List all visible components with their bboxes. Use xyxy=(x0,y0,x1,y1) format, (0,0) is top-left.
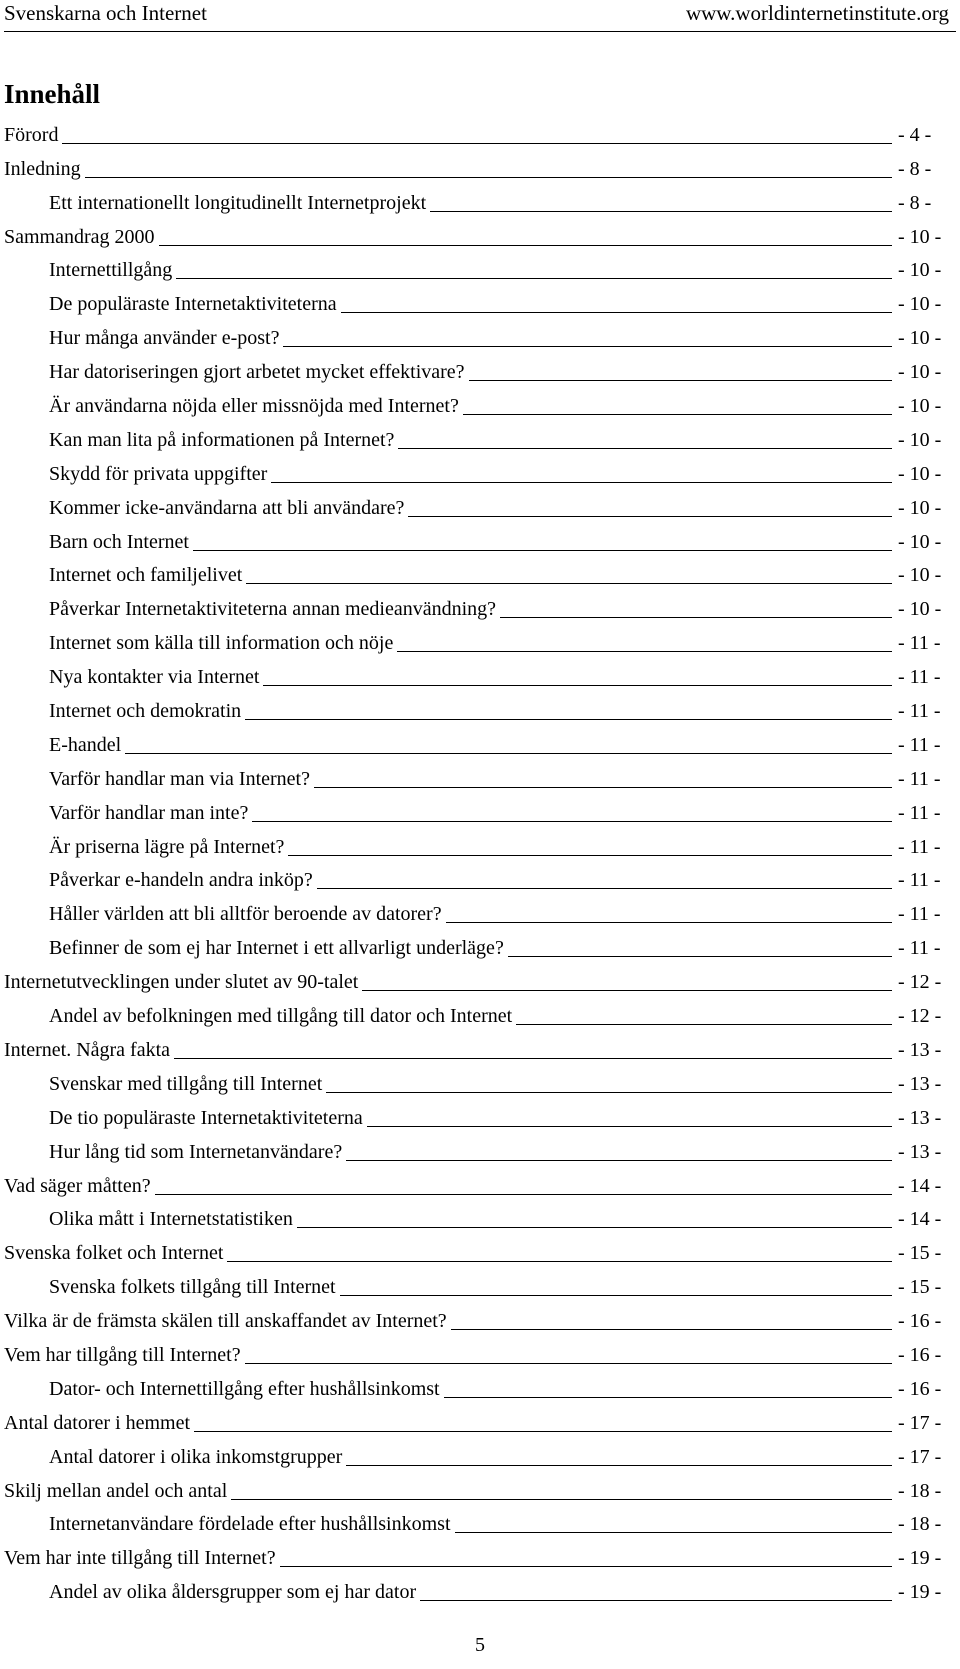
toc-leader-line xyxy=(155,1194,892,1195)
toc-entry[interactable] xyxy=(0,1405,960,1439)
toc-leader-line xyxy=(444,1397,892,1398)
toc-entry-label: Ett internationellt longitudinellt Internetprojekt xyxy=(49,191,427,214)
toc-entry-page: - 11 - xyxy=(898,903,941,926)
toc-leader-line xyxy=(500,617,892,618)
toc-entry[interactable] xyxy=(0,558,960,592)
toc-entry[interactable] xyxy=(0,761,960,795)
toc-entry-page: - 10 - xyxy=(898,259,942,282)
toc-entry-label: Internettillgång xyxy=(49,259,173,282)
toc-entry-label: Har datoriseringen gjort arbetet mycket effektivare? xyxy=(49,361,465,384)
toc-leader-line xyxy=(280,1566,892,1567)
toc-entry-page: - 16 - xyxy=(898,1343,942,1366)
toc-leader-line xyxy=(245,1363,892,1364)
toc-leader-line xyxy=(469,380,892,381)
toc-entry[interactable] xyxy=(0,591,960,625)
toc-entry[interactable] xyxy=(0,1473,960,1507)
toc-entry-page: - 11 - xyxy=(898,767,941,790)
toc-entry-label: Internet. Några fakta xyxy=(4,1038,171,1061)
toc-entry-page: - 4 - xyxy=(898,123,932,146)
toc-entry-page: - 10 - xyxy=(898,327,942,350)
toc-entry-page: - 8 - xyxy=(898,157,932,180)
toc-entry[interactable] xyxy=(0,1337,960,1371)
toc-leader-line xyxy=(194,1431,892,1432)
toc-entry[interactable] xyxy=(0,151,960,185)
toc-leader-line xyxy=(125,753,892,754)
toc-entry-page: - 16 - xyxy=(898,1310,942,1333)
toc-entry-label: Är priserna lägre på Internet? xyxy=(49,835,285,858)
toc-entry[interactable] xyxy=(0,422,960,456)
toc-entry-page: - 12 - xyxy=(898,971,942,994)
toc-entry[interactable] xyxy=(0,693,960,727)
toc-entry[interactable] xyxy=(0,795,960,829)
toc-entry[interactable] xyxy=(0,1134,960,1168)
toc-entry-page: - 13 - xyxy=(898,1140,942,1163)
toc-entry[interactable] xyxy=(0,1371,960,1405)
toc-entry-label: Dator- och Internettillgång efter hushållsinkomst xyxy=(49,1377,440,1400)
toc-entry-label: Internetanvändare fördelade efter hushållsinkomst xyxy=(49,1513,451,1536)
toc-entry-page: - 10 - xyxy=(898,293,942,316)
toc-leader-line xyxy=(297,1227,892,1228)
toc-leader-line xyxy=(451,1329,892,1330)
toc-entry[interactable] xyxy=(0,1507,960,1541)
toc-entry-page: - 15 - xyxy=(898,1242,942,1265)
toc-entry-label: Svenska folkets tillgång till Internet xyxy=(49,1276,336,1299)
toc-entry-label: Skydd för privata uppgifter xyxy=(49,462,268,485)
toc-entry-page: - 13 - xyxy=(898,1038,942,1061)
toc-entry-page: - 11 - xyxy=(898,937,941,960)
toc-leader-line xyxy=(85,177,892,178)
toc-entry-label: Kan man lita på informationen på Internet? xyxy=(49,428,395,451)
toc-entry-label: Sammandrag 2000 xyxy=(4,225,155,248)
toc-entry-label: Andel av olika åldersgrupper som ej har dator xyxy=(49,1581,417,1604)
toc-entry-label: Är användarna nöjda eller missnöjda med Internet? xyxy=(49,395,459,418)
header-document-title: Svenskarna och Internet xyxy=(4,1,207,25)
toc-entry-page: - 11 - xyxy=(898,801,941,824)
toc-leader-line xyxy=(463,414,892,415)
toc-entry-page: - 10 - xyxy=(898,598,942,621)
toc-entry[interactable] xyxy=(0,1540,960,1574)
toc-entry-page: - 19 - xyxy=(898,1581,942,1604)
toc-entry-page: - 10 - xyxy=(898,428,942,451)
toc-leader-line xyxy=(317,888,892,889)
toc-entry[interactable] xyxy=(0,219,960,253)
toc-leader-line xyxy=(430,211,892,212)
header-website-url: www.worldinternetinstitute.org xyxy=(685,1,949,25)
toc-entry[interactable] xyxy=(0,388,960,422)
toc-entry-page: - 10 - xyxy=(898,462,942,485)
toc-entry[interactable] xyxy=(0,896,960,930)
toc-leader-line xyxy=(397,651,892,652)
toc-entry-label: Skilj mellan andel och antal xyxy=(4,1479,228,1502)
toc-title: Innehåll xyxy=(4,79,101,109)
toc-entry[interactable] xyxy=(0,253,960,287)
toc-entry[interactable] xyxy=(0,185,960,219)
toc-entry[interactable] xyxy=(0,286,960,320)
toc-entry-label: Nya kontakter via Internet xyxy=(49,666,260,689)
toc-entry-label: Vem har tillgång till Internet? xyxy=(4,1343,241,1366)
toc-entry-page: - 10 - xyxy=(898,395,942,418)
toc-entry-label: Olika mått i Internetstatistiken xyxy=(49,1208,293,1231)
toc-entry-label: Vad säger måtten? xyxy=(4,1174,151,1197)
toc-leader-line xyxy=(283,346,892,347)
toc-entry-label: Påverkar Internetaktiviteterna annan medieanvändning? xyxy=(49,598,497,621)
toc-leader-line xyxy=(362,990,892,991)
toc-entry-page: - 11 - xyxy=(898,733,941,756)
toc-entry[interactable] xyxy=(0,625,960,659)
toc-leader-line xyxy=(446,922,892,923)
toc-entry[interactable] xyxy=(0,1066,960,1100)
toc-entry[interactable] xyxy=(0,1269,960,1303)
toc-entry-page: - 10 - xyxy=(898,564,942,587)
toc-entry-page: - 11 - xyxy=(898,666,941,689)
toc-entry[interactable] xyxy=(0,1235,960,1269)
toc-entry-page: - 14 - xyxy=(898,1208,942,1231)
toc-leader-line xyxy=(227,1261,892,1262)
toc-leader-line xyxy=(159,245,892,246)
toc-entry-label: Andel av befolkningen med tillgång till dator och Internet xyxy=(49,1005,513,1028)
toc-entry-label: Svenska folket och Internet xyxy=(4,1242,224,1265)
toc-entry[interactable] xyxy=(0,964,960,998)
toc-leader-line xyxy=(252,821,892,822)
toc-leader-line xyxy=(263,685,892,686)
toc-leader-line xyxy=(408,516,892,517)
toc-entry-page: - 8 - xyxy=(898,191,932,214)
toc-entry[interactable] xyxy=(0,727,960,761)
toc-leader-line xyxy=(398,448,892,449)
toc-entry-label: Inledning xyxy=(4,157,81,180)
toc-entry-page: - 14 - xyxy=(898,1174,942,1197)
toc-entry[interactable] xyxy=(0,1439,960,1473)
toc-leader-line xyxy=(193,550,892,551)
toc-entry-page: - 18 - xyxy=(898,1513,942,1536)
toc-entry-label: Antal datorer i olika inkomstgrupper xyxy=(49,1445,343,1468)
toc-entry-label: Hur många använder e-post? xyxy=(49,327,280,350)
toc-entry-label: Förord xyxy=(4,123,59,146)
toc-entry-page: - 10 - xyxy=(898,530,942,553)
toc-entry-page: - 18 - xyxy=(898,1479,942,1502)
toc-entry[interactable] xyxy=(0,1100,960,1134)
toc-entry-label: Internetutvecklingen under slutet av 90-talet xyxy=(4,971,359,994)
toc-entry-label: Kommer icke-användarna att bli användare? xyxy=(49,496,405,519)
toc-leader-line xyxy=(326,1092,892,1093)
toc-entry-label: Befinner de som ej har Internet i ett allvarligt underläge? xyxy=(49,937,504,960)
toc-leader-line xyxy=(367,1126,892,1127)
toc-leader-line xyxy=(246,583,892,584)
toc-entry[interactable] xyxy=(0,1168,960,1202)
toc-leader-line xyxy=(245,719,892,720)
toc-leader-line xyxy=(62,143,892,144)
toc-entry[interactable] xyxy=(0,456,960,490)
page-header xyxy=(0,0,960,28)
toc-entry-label: Antal datorer i hemmet xyxy=(4,1411,191,1434)
toc-leader-line xyxy=(288,855,892,856)
toc-entry-label: Internet som källa till information och nöje xyxy=(49,632,394,655)
toc-entry[interactable] xyxy=(0,1574,960,1608)
toc-entry-label: Hur lång tid som Internetanvändare? xyxy=(49,1140,343,1163)
toc-entry-label: Håller världen att bli alltför beroende av datorer? xyxy=(49,903,442,926)
toc-leader-line xyxy=(231,1499,892,1500)
toc-entry[interactable] xyxy=(0,354,960,388)
toc-entry-page: - 13 - xyxy=(898,1072,942,1095)
toc-entry[interactable] xyxy=(0,863,960,897)
toc-entry[interactable] xyxy=(0,320,960,354)
toc-entry[interactable] xyxy=(0,1032,960,1066)
toc-entry-page: - 17 - xyxy=(898,1411,942,1434)
toc-leader-line xyxy=(340,1295,892,1296)
toc-entry-label: E-handel xyxy=(49,733,122,756)
toc-leader-line xyxy=(314,787,892,788)
toc-entry-page: - 13 - xyxy=(898,1106,942,1129)
toc-entry-label: Internet och demokratin xyxy=(49,700,242,723)
toc-entry-label: Internet och familjelivet xyxy=(49,564,243,587)
toc-leader-line xyxy=(174,1058,892,1059)
toc-leader-line xyxy=(508,956,892,957)
toc-entry[interactable] xyxy=(0,998,960,1032)
toc-entry[interactable] xyxy=(0,1202,960,1236)
toc-entry-page: - 10 - xyxy=(898,225,942,248)
toc-entry[interactable] xyxy=(0,490,960,524)
page-number: 5 xyxy=(475,1634,485,1656)
toc-entry[interactable] xyxy=(0,117,960,151)
toc-leader-line xyxy=(516,1024,892,1025)
toc-entry-label: Svenskar med tillgång till Internet xyxy=(49,1072,323,1095)
toc-entry[interactable] xyxy=(0,930,960,964)
toc-entry-page: - 11 - xyxy=(898,632,941,655)
table-of-contents xyxy=(0,117,960,1608)
toc-leader-line xyxy=(346,1465,892,1466)
toc-entry-page: - 11 - xyxy=(898,869,941,892)
toc-entry-page: - 19 - xyxy=(898,1547,942,1570)
toc-entry-page: - 10 - xyxy=(898,496,942,519)
toc-leader-line xyxy=(341,312,892,313)
toc-entry-label: Vem har inte tillgång till Internet? xyxy=(4,1547,276,1570)
toc-entry-page: - 12 - xyxy=(898,1005,942,1028)
toc-leader-line xyxy=(420,1600,892,1601)
toc-entry-page: - 10 - xyxy=(898,361,942,384)
toc-leader-line xyxy=(346,1160,892,1161)
toc-leader-line xyxy=(176,278,892,279)
toc-entry-page: - 15 - xyxy=(898,1276,942,1299)
toc-entry-label: Barn och Internet xyxy=(49,530,189,553)
toc-entry-label: Varför handlar man via Internet? xyxy=(49,767,310,790)
toc-entry-page: - 11 - xyxy=(898,835,941,858)
toc-entry-page: - 16 - xyxy=(898,1377,942,1400)
toc-entry-page: - 11 - xyxy=(898,700,941,723)
toc-entry-label: De tio populäraste Internetaktiviteterna xyxy=(49,1106,363,1129)
toc-entry-label: Påverkar e-handeln andra inköp? xyxy=(49,869,313,892)
toc-entry-label: Varför handlar man inte? xyxy=(49,801,249,824)
toc-entry[interactable] xyxy=(0,1303,960,1337)
header-rule xyxy=(4,31,956,32)
toc-entry-page: - 17 - xyxy=(898,1445,942,1468)
toc-entry[interactable] xyxy=(0,659,960,693)
toc-entry-label: De populäraste Internetaktiviteterna xyxy=(49,293,337,316)
toc-leader-line xyxy=(271,482,892,483)
toc-entry[interactable] xyxy=(0,524,960,558)
toc-leader-line xyxy=(455,1532,892,1533)
toc-entry[interactable] xyxy=(0,829,960,863)
toc-entry-label: Vilka är de främsta skälen till anskaffandet av Internet? xyxy=(4,1310,447,1333)
